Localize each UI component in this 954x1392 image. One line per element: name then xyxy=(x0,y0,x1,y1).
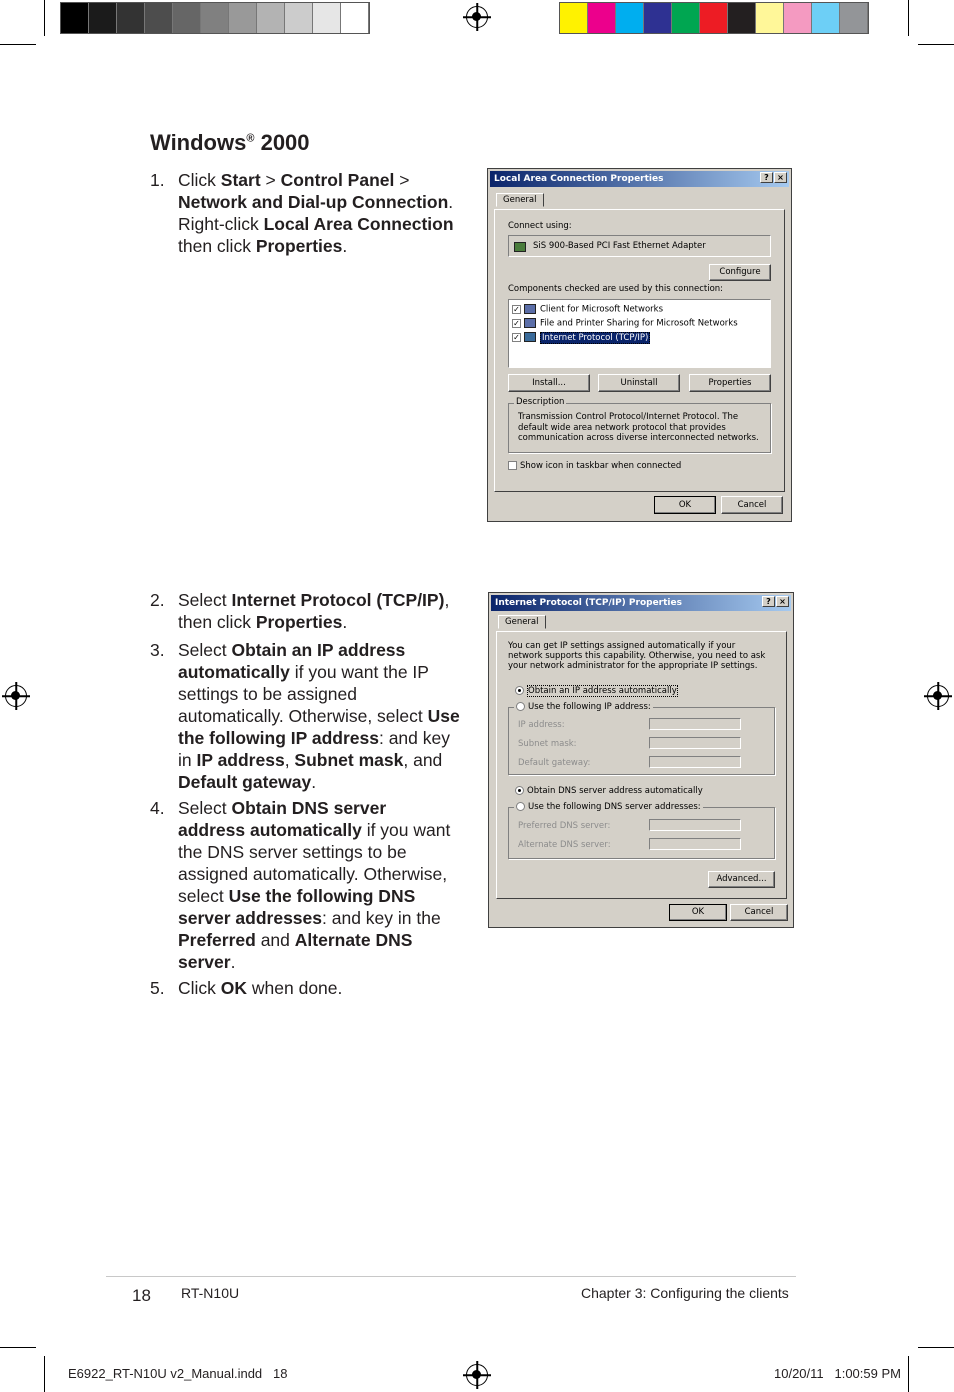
gray-calibration-bar xyxy=(60,2,370,34)
default-gateway-input[interactable] xyxy=(649,756,741,768)
intro-text: You can get IP settings assigned automatically if your network supports this capability. Otherwise, you need to ask your network administrator for the appropriate IP settings. xyxy=(508,641,766,671)
step-plain-text: > xyxy=(394,170,410,190)
adapter-field xyxy=(508,235,771,257)
step-emphasis: Start xyxy=(220,170,261,190)
color-swatch xyxy=(784,3,812,33)
components-label: Components checked are used by this connection: xyxy=(508,284,724,294)
step-emphasis: Internet Protocol (TCP/IP) xyxy=(231,590,445,610)
step-emphasis: Local Area Connection xyxy=(263,214,454,234)
step-text xyxy=(178,977,470,999)
color-swatch xyxy=(756,3,784,33)
color-swatch xyxy=(341,3,369,33)
step-plain-text: > xyxy=(260,170,281,190)
step-3 xyxy=(150,639,462,793)
color-swatch xyxy=(588,3,616,33)
step-emphasis: Network and Dial-up Connection xyxy=(178,192,449,212)
step-text xyxy=(178,639,462,793)
show-icon-checkbox[interactable]: Show icon in taskbar when connected xyxy=(508,461,681,471)
step-emphasis: Preferred xyxy=(178,930,256,950)
step-emphasis: Use the following DNS server addresses xyxy=(178,886,416,928)
registration-mark-icon xyxy=(927,685,949,707)
crop-mark xyxy=(908,0,909,36)
color-swatch xyxy=(89,3,117,33)
components-list[interactable] xyxy=(508,299,771,368)
step-plain-text: Select xyxy=(178,798,232,818)
obtain-dns-radio[interactable]: Obtain DNS server address automatically xyxy=(515,786,703,796)
step-emphasis: Control Panel xyxy=(280,170,395,190)
step-number: 2. xyxy=(150,590,165,610)
color-swatch xyxy=(644,3,672,33)
step-emphasis: Obtain an IP address automatically xyxy=(178,640,406,682)
ok-button[interactable]: OK xyxy=(669,904,727,921)
color-swatch xyxy=(560,3,588,33)
list-item[interactable]: ✓ Internet Protocol (TCP/IP) xyxy=(513,332,649,343)
step-2 xyxy=(150,589,470,633)
color-swatch xyxy=(117,3,145,33)
preferred-dns-label: Preferred DNS server: xyxy=(518,821,611,831)
step-plain-text: then click xyxy=(178,236,256,256)
registration-mark-icon xyxy=(5,685,27,707)
step-emphasis: OK xyxy=(220,978,248,998)
step-number: 1. xyxy=(150,170,165,190)
help-icon[interactable]: ? xyxy=(760,172,773,183)
dialog-title: Local Area Connection Properties xyxy=(490,171,789,187)
step-number: 5. xyxy=(150,978,165,998)
step-plain-text: . xyxy=(230,952,236,972)
radio-selected-icon[interactable] xyxy=(515,686,524,695)
crop-mark xyxy=(0,1347,36,1348)
step-plain-text: Select xyxy=(178,640,232,660)
properties-button[interactable]: Properties xyxy=(689,374,771,392)
advanced-button[interactable]: Advanced... xyxy=(708,871,775,888)
radio-unselected-icon[interactable] xyxy=(516,702,525,711)
slug-timestamp: 10/20/11 1:00:59 PM xyxy=(774,1366,901,1381)
step-emphasis: Default gateway xyxy=(178,772,312,792)
page-number: 18 xyxy=(132,1286,151,1305)
color-swatch xyxy=(700,3,728,33)
configure-button[interactable]: Configure xyxy=(709,264,771,281)
list-item[interactable]: ✓ File and Printer Sharing for Microsoft Networks xyxy=(513,318,738,329)
step-number: 3. xyxy=(150,640,165,660)
color-swatch xyxy=(145,3,173,33)
step-emphasis: Subnet mask xyxy=(294,750,404,770)
color-swatch xyxy=(840,3,868,33)
client-icon xyxy=(524,304,536,314)
crop-mark xyxy=(918,44,954,45)
chapter-title: Chapter 3: Configuring the clients xyxy=(581,1285,789,1301)
crop-mark xyxy=(44,0,45,36)
step-plain-text: : and key in xyxy=(178,728,450,770)
step-plain-text: when done. xyxy=(247,978,343,998)
crop-mark xyxy=(918,1347,954,1348)
slug-filename: E6922_RT-N10U v2_Manual.indd 18 xyxy=(68,1366,288,1381)
alternate-dns-input[interactable] xyxy=(649,838,741,850)
description-text: Transmission Control Protocol/Internet Protocol. The default wide area network protocol that provides communication across diverse interconnected networks. xyxy=(518,412,759,443)
protocol-icon xyxy=(524,332,536,342)
step-5 xyxy=(150,977,470,999)
radio-unselected-icon[interactable] xyxy=(516,802,525,811)
color-swatch xyxy=(61,3,89,33)
model-name: RT-N10U xyxy=(181,1285,240,1301)
step-plain-text: if you want the DNS server settings to be assigned automatically. Otherwise, select xyxy=(178,820,451,906)
install-button[interactable]: Install... xyxy=(508,374,590,392)
color-swatch xyxy=(229,3,257,33)
step-plain-text: , and xyxy=(403,750,443,770)
color-swatch xyxy=(285,3,313,33)
close-icon[interactable]: × xyxy=(774,172,787,183)
section-title: Windows® 2000 xyxy=(150,130,310,155)
color-calibration-bar xyxy=(559,2,869,34)
default-gateway-label: Default gateway: xyxy=(518,758,591,768)
step-emphasis: IP address xyxy=(196,750,285,770)
color-swatch xyxy=(201,3,229,33)
checkbox-checked-icon[interactable]: ✓ xyxy=(513,318,520,328)
step-plain-text: Select xyxy=(178,590,232,610)
alternate-dns-label: Alternate DNS server: xyxy=(518,840,611,850)
step-plain-text: , then click xyxy=(178,590,450,632)
uninstall-button[interactable]: Uninstall xyxy=(598,374,680,392)
dialog-title: Internet Protocol (TCP/IP) Properties xyxy=(491,595,791,611)
dns-address-group xyxy=(508,807,775,859)
color-swatch xyxy=(616,3,644,33)
crop-mark xyxy=(908,1356,909,1392)
tab-general[interactable]: General xyxy=(496,193,544,207)
adapter-name: SiS 900-Based PCI Fast Ethernet Adapter xyxy=(533,241,706,251)
checkbox-checked-icon[interactable]: ✓ xyxy=(513,332,520,342)
step-plain-text: . xyxy=(311,772,317,792)
step-emphasis: Properties xyxy=(255,612,343,632)
color-swatch xyxy=(173,3,201,33)
step-plain-text: , xyxy=(284,750,295,770)
cancel-button[interactable]: Cancel xyxy=(730,904,788,921)
help-icon[interactable]: ? xyxy=(762,596,775,607)
cancel-button[interactable]: Cancel xyxy=(721,496,783,514)
step-number: 4. xyxy=(150,798,165,818)
step-plain-text: . xyxy=(342,236,348,256)
color-swatch xyxy=(728,3,756,33)
step-plain-text: if you want the IP settings to be assigned automatically. Otherwise, select xyxy=(178,662,429,726)
preferred-dns-input[interactable] xyxy=(649,819,741,831)
checkbox-unchecked-icon[interactable] xyxy=(508,461,517,470)
crop-mark xyxy=(44,1356,45,1392)
step-1 xyxy=(150,169,465,257)
step-text xyxy=(178,589,470,633)
step-emphasis: Use the following IP address xyxy=(178,706,460,748)
color-swatch xyxy=(257,3,285,33)
close-icon[interactable]: × xyxy=(776,596,789,607)
radio-selected-icon[interactable] xyxy=(515,786,524,795)
subnet-mask-input[interactable] xyxy=(649,737,741,749)
subnet-mask-label: Subnet mask: xyxy=(518,739,577,749)
file-sharing-icon xyxy=(524,318,536,328)
step-plain-text: Click xyxy=(178,978,221,998)
ip-address-label: IP address: xyxy=(518,720,565,730)
step-plain-text: : and key in the xyxy=(322,908,441,928)
step-plain-text: and xyxy=(255,930,295,950)
step-emphasis: Obtain DNS server address automatically xyxy=(178,798,387,840)
step-emphasis: Alternate DNS server xyxy=(178,930,413,972)
ip-address-input[interactable] xyxy=(649,718,741,730)
obtain-ip-radio[interactable]: Obtain an IP address automatically xyxy=(515,686,678,696)
color-swatch xyxy=(812,3,840,33)
step-emphasis: Properties xyxy=(255,236,343,256)
registration-mark-icon xyxy=(466,6,488,28)
step-text xyxy=(178,169,465,257)
tab-general[interactable]: General xyxy=(498,615,546,629)
ok-button[interactable]: OK xyxy=(654,496,716,514)
step-plain-text: Click xyxy=(178,170,221,190)
color-swatch xyxy=(313,3,341,33)
use-dns-radio[interactable]: Use the following DNS server addresses: xyxy=(514,802,703,812)
local-area-connection-properties-dialog xyxy=(487,168,792,522)
footer-rule xyxy=(106,1276,796,1277)
checkbox-checked-icon[interactable]: ✓ xyxy=(513,304,520,314)
step-text xyxy=(178,797,455,973)
use-ip-radio[interactable]: Use the following IP address: xyxy=(514,702,653,712)
list-item[interactable]: ✓ Client for Microsoft Networks xyxy=(513,304,664,315)
network-adapter-icon xyxy=(514,242,526,252)
color-swatch xyxy=(672,3,700,33)
step-plain-text: . xyxy=(342,612,348,632)
crop-mark xyxy=(0,44,36,45)
description-legend: Description xyxy=(516,397,565,407)
step-4 xyxy=(150,797,455,973)
tcpip-properties-dialog xyxy=(488,592,794,928)
registration-mark-icon xyxy=(466,1364,488,1386)
step-plain-text: . Right-click xyxy=(178,192,454,234)
connect-using-label: Connect using: xyxy=(508,221,572,231)
